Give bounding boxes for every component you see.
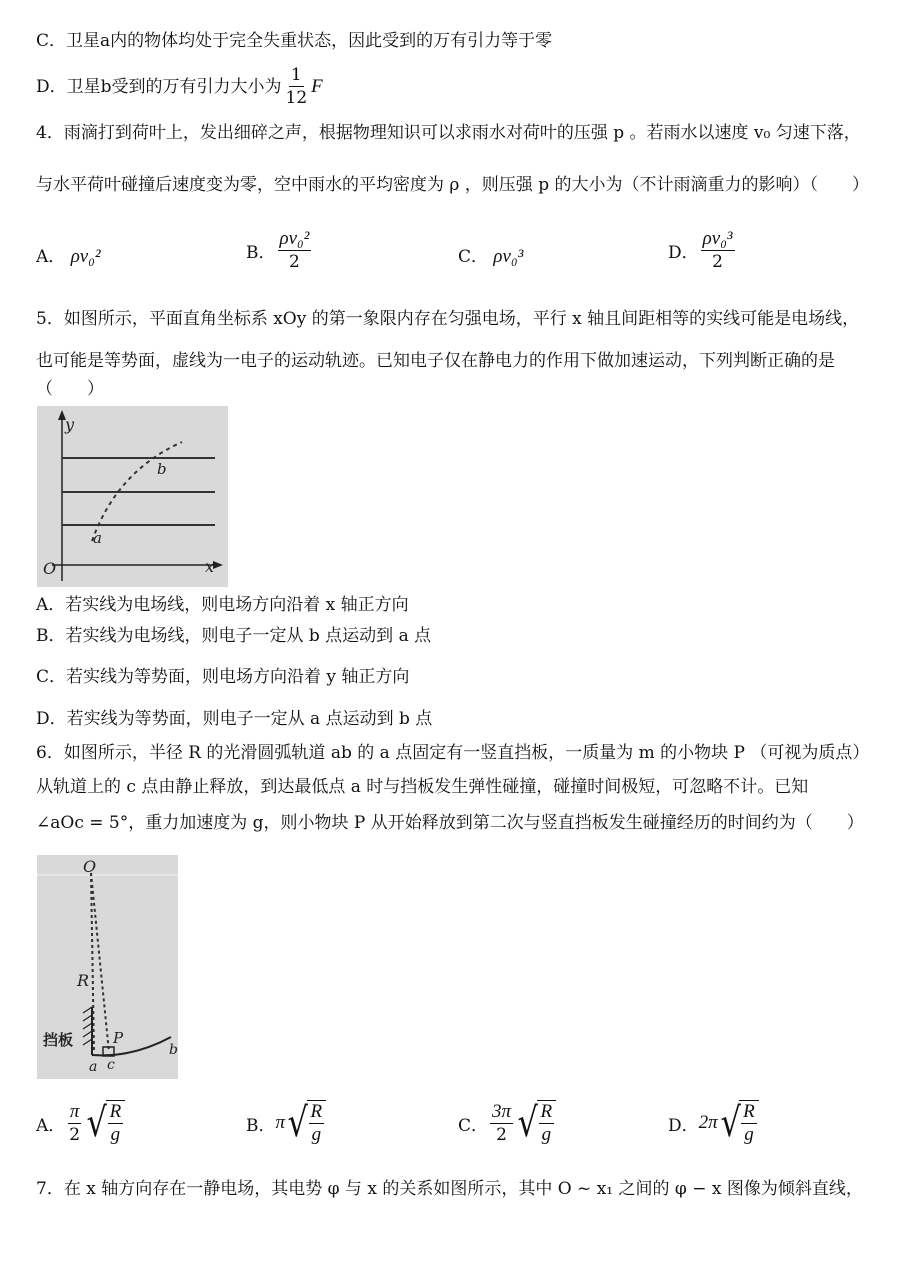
q4-option-b <box>246 228 313 273</box>
option-expression: ρv₀² <box>70 246 101 267</box>
q6-option-d <box>668 1100 759 1146</box>
q6-stem-line1: 6．如图所示，半径 R 的光滑圆弧轨道 ab 的 a 点固定有一竖直挡板，一质量为 m 的小物块 P （可视为质点） <box>36 743 870 763</box>
origin-label: O <box>43 559 57 578</box>
q6-option-b <box>246 1100 326 1146</box>
option-label: D． <box>668 1115 699 1136</box>
option-coefficient <box>490 1101 513 1146</box>
q7-stem-line1: 7．在 x 轴方向存在一静电场，其电势 φ 与 x 的关系如图所示，其中 O ~ x₁ 之间的 φ − x 图像为倾斜直线， <box>36 1179 863 1199</box>
y-axis-label: y <box>65 415 75 434</box>
q6-stem-line3: ∠aOc = 5°，重力加速度为 g，则小物块 P 从开始释放到第二次与竖直挡板发生碰撞经历的时间约为（ ） <box>36 813 864 833</box>
q3-option-d-text: D．卫星b受到的万有引力大小为 <box>36 76 282 97</box>
point-b-label: b <box>169 1042 178 1058</box>
fraction-denominator: 12 <box>285 88 308 108</box>
q4-option-c <box>458 242 523 268</box>
option-label: B． <box>246 1115 276 1136</box>
q5-option-b: B．若实线为电场线，则电子一定从 b 点运动到 a 点 <box>36 626 432 646</box>
point-b-label: b <box>157 460 167 478</box>
q5-stem-line3: （ ） <box>36 379 104 399</box>
point-a-label: a <box>93 529 102 547</box>
q4-stem-line2: 与水平荷叶碰撞后速度变为零，空中雨水的平均密度为 ρ ，则压强 p 的大小为（不计雨滴重力的影响）（ ） <box>36 175 869 195</box>
fraction-denominator: 2 <box>289 252 300 272</box>
fraction-denominator: 2 <box>712 252 723 272</box>
q5-option-c: C．若实线为等势面，则电场方向沿着 y 轴正方向 <box>36 667 410 687</box>
q6-stem-line2: 从轨道上的 c 点由静止释放，到达最低点 a 时与挡板发生弹性碰撞，碰撞时间极短，可忽略不计。已知 <box>36 777 809 797</box>
q6-option-a <box>36 1100 125 1146</box>
point-a-label: a <box>89 1059 98 1075</box>
q5-stem-line1: 5．如图所示，平面直角坐标系 xOy 的第一象限内存在匀强电场，平行 x 轴且间距相等的实线可能是电场线， <box>36 309 860 329</box>
option-label: A． <box>36 247 66 267</box>
option-coefficient: π <box>275 1112 286 1133</box>
q3-option-d-symbol: F <box>311 75 323 97</box>
sqrt-expression: √ $\frac{R}{g}$ <box>285 1100 326 1146</box>
fraction-denominator: g <box>744 1124 754 1145</box>
q5-stem-line2: 也可能是等势面，虚线为一电子的运动轨迹。已知电子仅在静电力的作用下做加速运动，下列判断正确的是 <box>36 351 835 371</box>
fraction-denominator: 2 <box>496 1124 507 1145</box>
q5-figure <box>37 406 228 587</box>
fraction-numerator: R <box>540 1101 553 1122</box>
radius-label: R <box>77 971 90 990</box>
fraction-numerator: ρv₀² <box>279 228 310 249</box>
point-o-label: O <box>83 857 97 876</box>
q5-option-a: A．若实线为电场线，则电场方向沿着 x 轴正方向 <box>36 595 409 615</box>
option-fraction <box>701 228 735 273</box>
option-label: C． <box>458 1115 489 1136</box>
option-fraction <box>278 228 312 273</box>
fraction-denominator: g <box>541 1124 552 1145</box>
q6-option-c <box>458 1100 556 1146</box>
option-label: A． <box>36 1115 66 1136</box>
fraction-numerator: 1 <box>290 65 302 85</box>
option-label: B． <box>246 243 276 263</box>
sqrt-expression: √ $\frac{R}{g}$ <box>515 1100 556 1146</box>
q5-option-d: D．若实线为等势面，则电子一定从 a 点运动到 b 点 <box>36 709 433 729</box>
fraction-numerator: ρv₀³ <box>702 228 733 249</box>
x-axis-label: x <box>205 557 215 576</box>
fraction-denominator: g <box>110 1124 121 1145</box>
fraction-numerator: R <box>310 1101 323 1122</box>
sqrt-expression: √ $\frac{R}{g}$ <box>84 1100 125 1146</box>
fraction-denominator: g <box>311 1124 322 1145</box>
option-expression: ρv₀³ <box>493 246 524 267</box>
board-label: 挡板 <box>43 1031 74 1049</box>
q4-option-a <box>36 242 101 268</box>
sqrt-expression: √ $\frac{R}{g}$ <box>718 1100 759 1146</box>
option-label: C． <box>458 247 489 267</box>
point-c-label: c <box>107 1057 115 1073</box>
fraction-denominator: 2 <box>69 1124 81 1145</box>
option-coefficient <box>67 1101 82 1146</box>
option-label: D． <box>668 243 699 263</box>
q3-option-d-fraction <box>284 64 310 109</box>
q3-option-d <box>36 64 323 109</box>
fraction-numerator: R <box>743 1101 755 1122</box>
q4-option-d <box>668 228 737 273</box>
fraction-numerator: 3π <box>492 1100 512 1122</box>
q3-option-c: C．卫星a内的物体均处于完全失重状态，因此受到的万有引力等于零 <box>36 31 553 51</box>
q4-stem-line1: 4．雨滴打到荷叶上，发出细碎之声，根据物理知识可以求雨水对荷叶的压强 p 。若雨水以速度 v₀ 匀速下落， <box>36 123 861 143</box>
q6-figure <box>37 855 178 1079</box>
fraction-numerator: π <box>69 1100 80 1122</box>
point-p-label: P <box>113 1029 124 1047</box>
option-coefficient: 2π <box>698 1112 718 1133</box>
fraction-numerator: R <box>109 1101 122 1122</box>
